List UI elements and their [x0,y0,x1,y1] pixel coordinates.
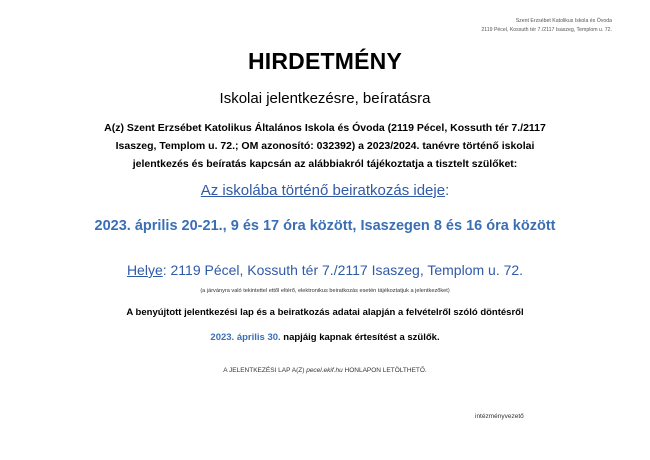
enrollment-heading-text: Az iskolába történő beiratkozás ideje [200,182,446,199]
page-title: HIRDETMÉNY [247,48,403,74]
signature-title: intézményvezető [475,413,524,420]
notification-text: napjáig kapnak értesítést a szülők. [280,332,440,343]
location-text: : 2119 Pécel, Kossuth tér 7./2117 Isaszeg, Templom u. 72. [162,262,524,278]
page-subtitle: Iskolai jelentkezésre, beíratásra [219,90,431,107]
institution-address: 2119 Pécel, Kossuth tér 7./2117 Isaszeg, Templom u. 72. [481,27,612,33]
enrollment-heading-colon: : [445,182,450,199]
download-note [0,367,650,374]
enrollment-heading [0,182,650,199]
website-link[interactable]: pecel.ekif.hu [306,367,343,374]
pandemic-note: (a járványra való tekintettel ettől eltérő, elektronikus beiratkozás esetén tájékoztatjuk a jelentkezőket) [200,288,450,294]
download-suffix: HONLAPON LETÖLTHETŐ. [342,367,427,374]
decision-paragraph: A benyújtott jelentkezési lap és a beiratkozás adatai alapján a felvételről szóló döntésről [126,307,524,318]
institution-name: Szent Erzsébet Katolikus Iskola és Óvoda [515,18,612,24]
institution-header [481,17,612,35]
notification-line [0,332,650,343]
download-prefix: A JELENTKEZÉSI LAP A(Z) [223,367,307,374]
intro-paragraph: A(z) Szent Erzsébet Katolikus Általános Iskola és Óvoda (2119 Pécel, Kossuth tér 7./2117 Isaszeg, Templom u. 72.; OM azonosító: 032392) a 2023/2024. tanévre történő iskolai jelentkezés és beíratás kapcsán az alábbiakról tájékoztatja a tisztelt szülőket: [104,122,546,170]
notification-date: 2023. április 30. [210,332,281,343]
enrollment-date: 2023. április 20-21., 9 és 17 óra között, Isaszegen 8 és 16 óra között [94,218,556,234]
location-label: Helye [126,262,163,278]
location-line [0,262,650,278]
